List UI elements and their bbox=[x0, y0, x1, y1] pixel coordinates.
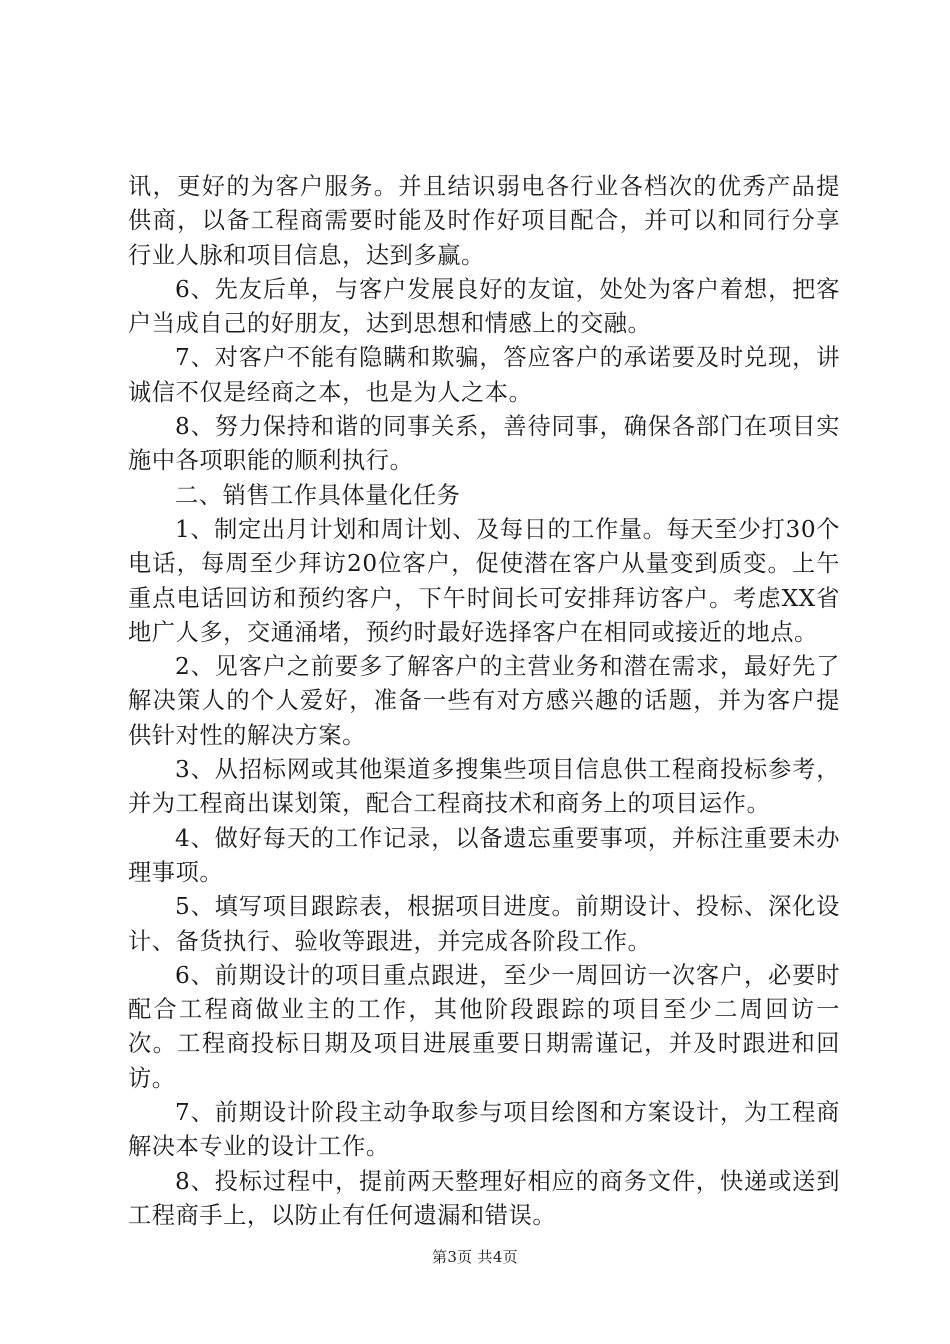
paragraph-task-1-plans: 1、制定出月计划和周计划、及每日的工作量。每天至少打30个电话，每周至少拜访20位客户，促使潜在客户从量变到质变。上午重点电话回访和预约客户，下午时间长可安排拜访客户。考虑XX省地广人多，交通涌堵，预约时最好选择客户在相同或接近的地点。 bbox=[128, 515, 840, 646]
paragraph-item-7-honesty: 7、对客户不能有隐瞒和欺骗，答应客户的承诺要及时兑现，讲诚信不仅是经商之本，也是为人之本。 bbox=[128, 344, 840, 406]
paragraph-task-7-design: 7、前期设计阶段主动争取参与项目绘图和方案设计，为工程商解决本专业的设计工作。 bbox=[128, 1099, 840, 1161]
paragraph-item-6-friendship: 6、先友后单，与客户发展良好的友谊，处处为客户着想，把客户当成自己的好朋友，达到思想和情感上的交融。 bbox=[128, 275, 840, 338]
page-number-footer: 第3页 共4页 bbox=[432, 1248, 518, 1266]
paragraph-item-8-colleagues: 8、努力保持和谐的同事关系，善待同事，确保各部门在项目实施中各项职能的顺利执行。 bbox=[128, 413, 840, 475]
paragraph-task-8-bid-documents: 8、投标过程中，提前两天整理好相应的商务文件，快递或送到工程商手上，以防止有任何遗漏和错误。 bbox=[128, 1167, 840, 1229]
document-body bbox=[128, 170, 840, 1233]
paragraph-continuation: 讯，更好的为客户服务。并且结识弱电各行业各档次的优秀产品提供商，以备工程商需要时能及时作好项目配合，并可以和同行分享行业人脉和项目信息，达到多赢。 bbox=[128, 173, 840, 269]
paragraph-task-3-bidding-info: 3、从招标网或其他渠道多搜集些项目信息供工程商投标参考，并为工程商出谋划策，配合工程商技术和商务上的项目运作。 bbox=[128, 756, 840, 818]
paragraph-task-4-records: 4、做好每天的工作记录，以备遗忘重要事项，并标注重要未办理事项。 bbox=[128, 824, 840, 886]
paragraph-task-2-research: 2、见客户之前要多了解客户的主营业务和潜在需求，最好先了解决策人的个人爱好，准备一些有对方感兴趣的话题，并为客户提供针对性的解决方案。 bbox=[128, 653, 840, 749]
section-heading-quantified-tasks: 二、销售工作具体量化任务 bbox=[175, 481, 461, 509]
paragraph-task-6-follow-up: 6、前期设计的项目重点跟进，至少一周回访一次客户，必要时配合工程商做业主的工作，其他阶段跟踪的项目至少二周回访一次。工程商投标日期及项目进展重要日期需谨记，并及时跟进和回访。 bbox=[128, 961, 840, 1092]
paragraph-task-5-tracking: 5、填写项目跟踪表，根据项目进度。前期设计、投标、深化设计、备货执行、验收等跟进，并完成各阶段工作。 bbox=[128, 893, 840, 955]
